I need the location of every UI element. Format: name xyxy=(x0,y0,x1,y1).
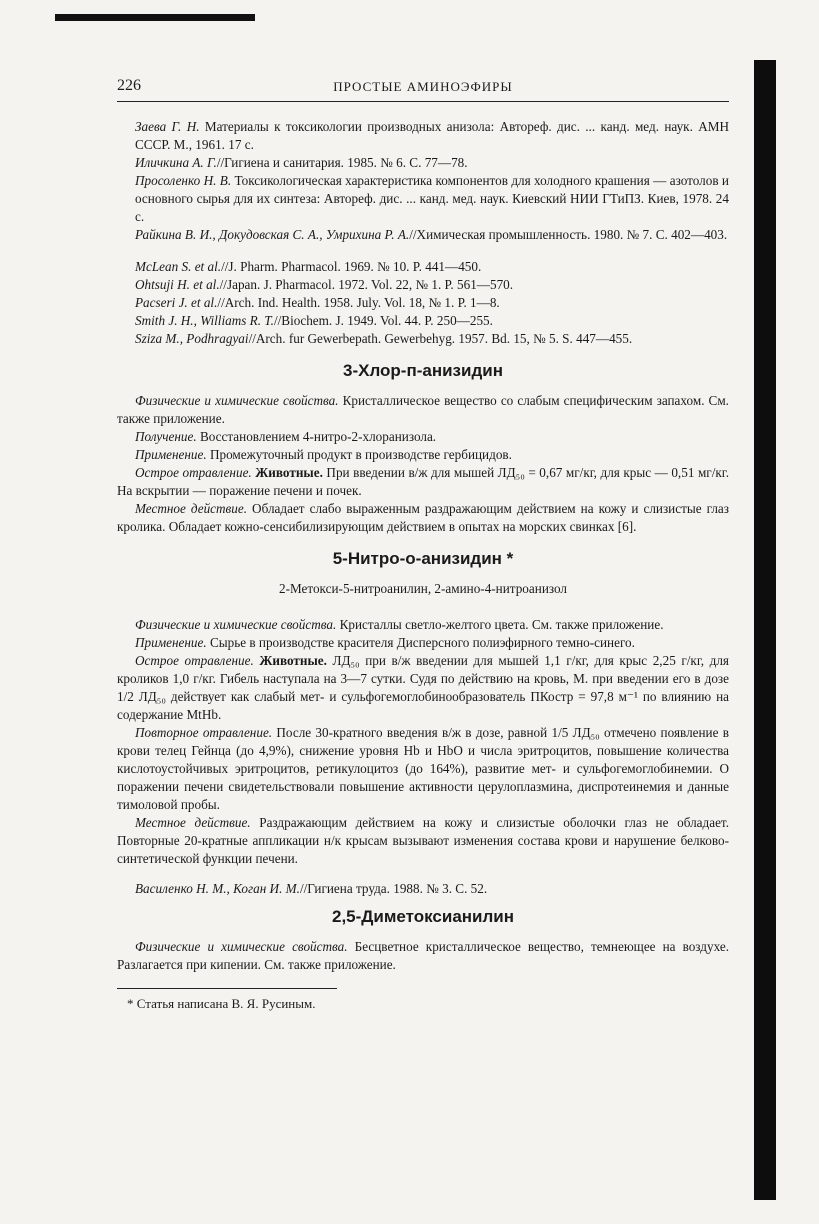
footnote: * Статья написана В. Я. Русиным. xyxy=(127,996,316,1011)
paragraph: Физические и химические свойства. Кристаллы светло-желтого цвета. См. также приложение. xyxy=(135,617,664,632)
scan-artifact-top xyxy=(55,14,255,21)
paragraph: Повторное отравление. После 30-кратного введения в/ж в дозе, равной 1/5 ЛД₅₀ отмечено появление в крови телец Гейнца (до 4,9%), снижение уровня Hb и HbO и числа эритроцитов, повышение количества кислотоустойчивых эритроцитов, ретикулоцитоз (до 164%), развитие мет- и сульфогемоглобинемии. О поражении печени свидетельствовали повышение активности церулоплазмина, диспротеинемия и данные тимоловой пробы. xyxy=(117,725,729,812)
section-dimethoxyaniline xyxy=(117,938,729,974)
reference: McLean S. et al.//J. Pharm. Pharmacol. 1969. № 10. P. 441—450. xyxy=(135,259,482,274)
paragraph: Физические и химические свойства. Кристаллическое вещество со слабым специфическим запахом. См. также приложение. xyxy=(117,393,729,426)
paragraph: Физические и химические свойства. Бесцветное кристаллическое вещество, темнеющее на воздухе. Разлагается при кипении. См. также приложение. xyxy=(117,939,729,972)
paragraph: Применение. Промежуточный продукт в производстве гербицидов. xyxy=(135,447,512,462)
paragraph: Применение. Сырье в производстве красителя Дисперсного полиэфирного темно-синего. xyxy=(135,635,635,650)
reference: Просоленко Н. В. Токсикологическая характеристика компонентов для холодного крашения — азотолов и основного сырья для их синтеза: Автореф. дис. ... канд. мед. наук. Киевский НИИ ГТиПЗ. Киев, 1978. 24 с. xyxy=(135,173,729,224)
section-chloroanisidine xyxy=(117,392,729,536)
section-nitroanisidine xyxy=(117,616,729,868)
running-title: ПРОСТЫЕ АМИНОЭФИРЫ xyxy=(333,79,513,94)
page-number: 226 xyxy=(117,77,141,94)
reference: Smith J. H., Williams R. T.//Biochem. J. 1949. Vol. 44. P. 250—255. xyxy=(135,313,493,328)
section-title-chloroanisidine: 3-Хлор-п-анизидин xyxy=(343,361,503,380)
page-header xyxy=(117,77,729,102)
section-title-nitroanisidine: 5-Нитро-о-анизидин * xyxy=(332,549,514,568)
reference: Ohtsuji H. et al.//Japan. J. Pharmacol. 1972. Vol. 22, № 1. P. 561—570. xyxy=(135,277,514,292)
scan-artifact-right xyxy=(754,60,776,1200)
reference: Райкина В. И., Докудовская С. А., Умрихина Р. А.//Химическая промышленность. 1980. № 7. С. 402—403. xyxy=(135,227,728,242)
reference: Заева Г. Н. Материалы к токсикологии производных анизола: Автореф. дис. ... канд. мед. наук. АМН СССР. М., 1961. 17 с. xyxy=(135,119,729,152)
reference: Pacseri J. et al.//Arch. Ind. Health. 1958. July. Vol. 18, № 1. P. 1—8. xyxy=(135,295,500,310)
references-ru xyxy=(117,118,729,244)
section-title-dimethoxyaniline: 2,5-Диметоксианилин xyxy=(331,907,515,926)
reference: Sziza M., Podhragyai//Arch. fur Gewerbepath. Gewerbehyg. 1957. Bd. 15, № 5. S. 447—455. xyxy=(135,331,633,346)
paragraph: Местное действие. Обладает слабо выраженным раздражающим действием на кожу и слизистые глаз кролика. Обладает кожно-сенсибилизирующим действием в опытах на морских свинках [6]. xyxy=(117,501,729,534)
paragraph: Острое отравление. Животные. ЛД₅₀ при в/ж введении для мышей 1,1 г/кг, для крыс 2,25 г/кг, для кроликов 1,0 г/кг. Гибель наступала на 3—7 сутки. Судя по действию на кровь, М. при введении его в дозе 1/2 ЛД₅₀ действует как слабый мет- и сульфогемоглобинообразователь ПКостр = 97,8 м⁻¹ по влиянию на содержание MtHb. xyxy=(117,653,729,722)
paragraph: Получение. Восстановлением 4-нитро-2-хлоранизола. xyxy=(135,429,437,444)
references-en xyxy=(117,258,729,348)
synonyms: 2-Метокси-5-нитроанилин, 2-амино-4-нитроанизол xyxy=(278,581,568,596)
reference: Василенко Н. М., Коган И. М.//Гигиена труда. 1988. № 3. С. 52. xyxy=(135,881,488,896)
footnote-divider xyxy=(117,988,337,989)
page-content xyxy=(117,118,729,1013)
paragraph: Местное действие. Раздражающим действием на кожу и слизистые оболочки глаз не обладает. Повторные 20-кратные аппликации н/к крысам вызывают изменения состава крови и нарушение белково-синтетической функции печени. xyxy=(117,815,729,866)
reference: Иличкина А. Г.//Гигиена и санитария. 1985. № 6. С. 77—78. xyxy=(135,155,468,170)
paragraph: Острое отравление. Животные. При введении в/ж для мышей ЛД₅₀ = 0,67 мг/кг, для крыс — 0,51 мг/кг. На вскрытии — поражение печени и почек. xyxy=(117,465,729,498)
